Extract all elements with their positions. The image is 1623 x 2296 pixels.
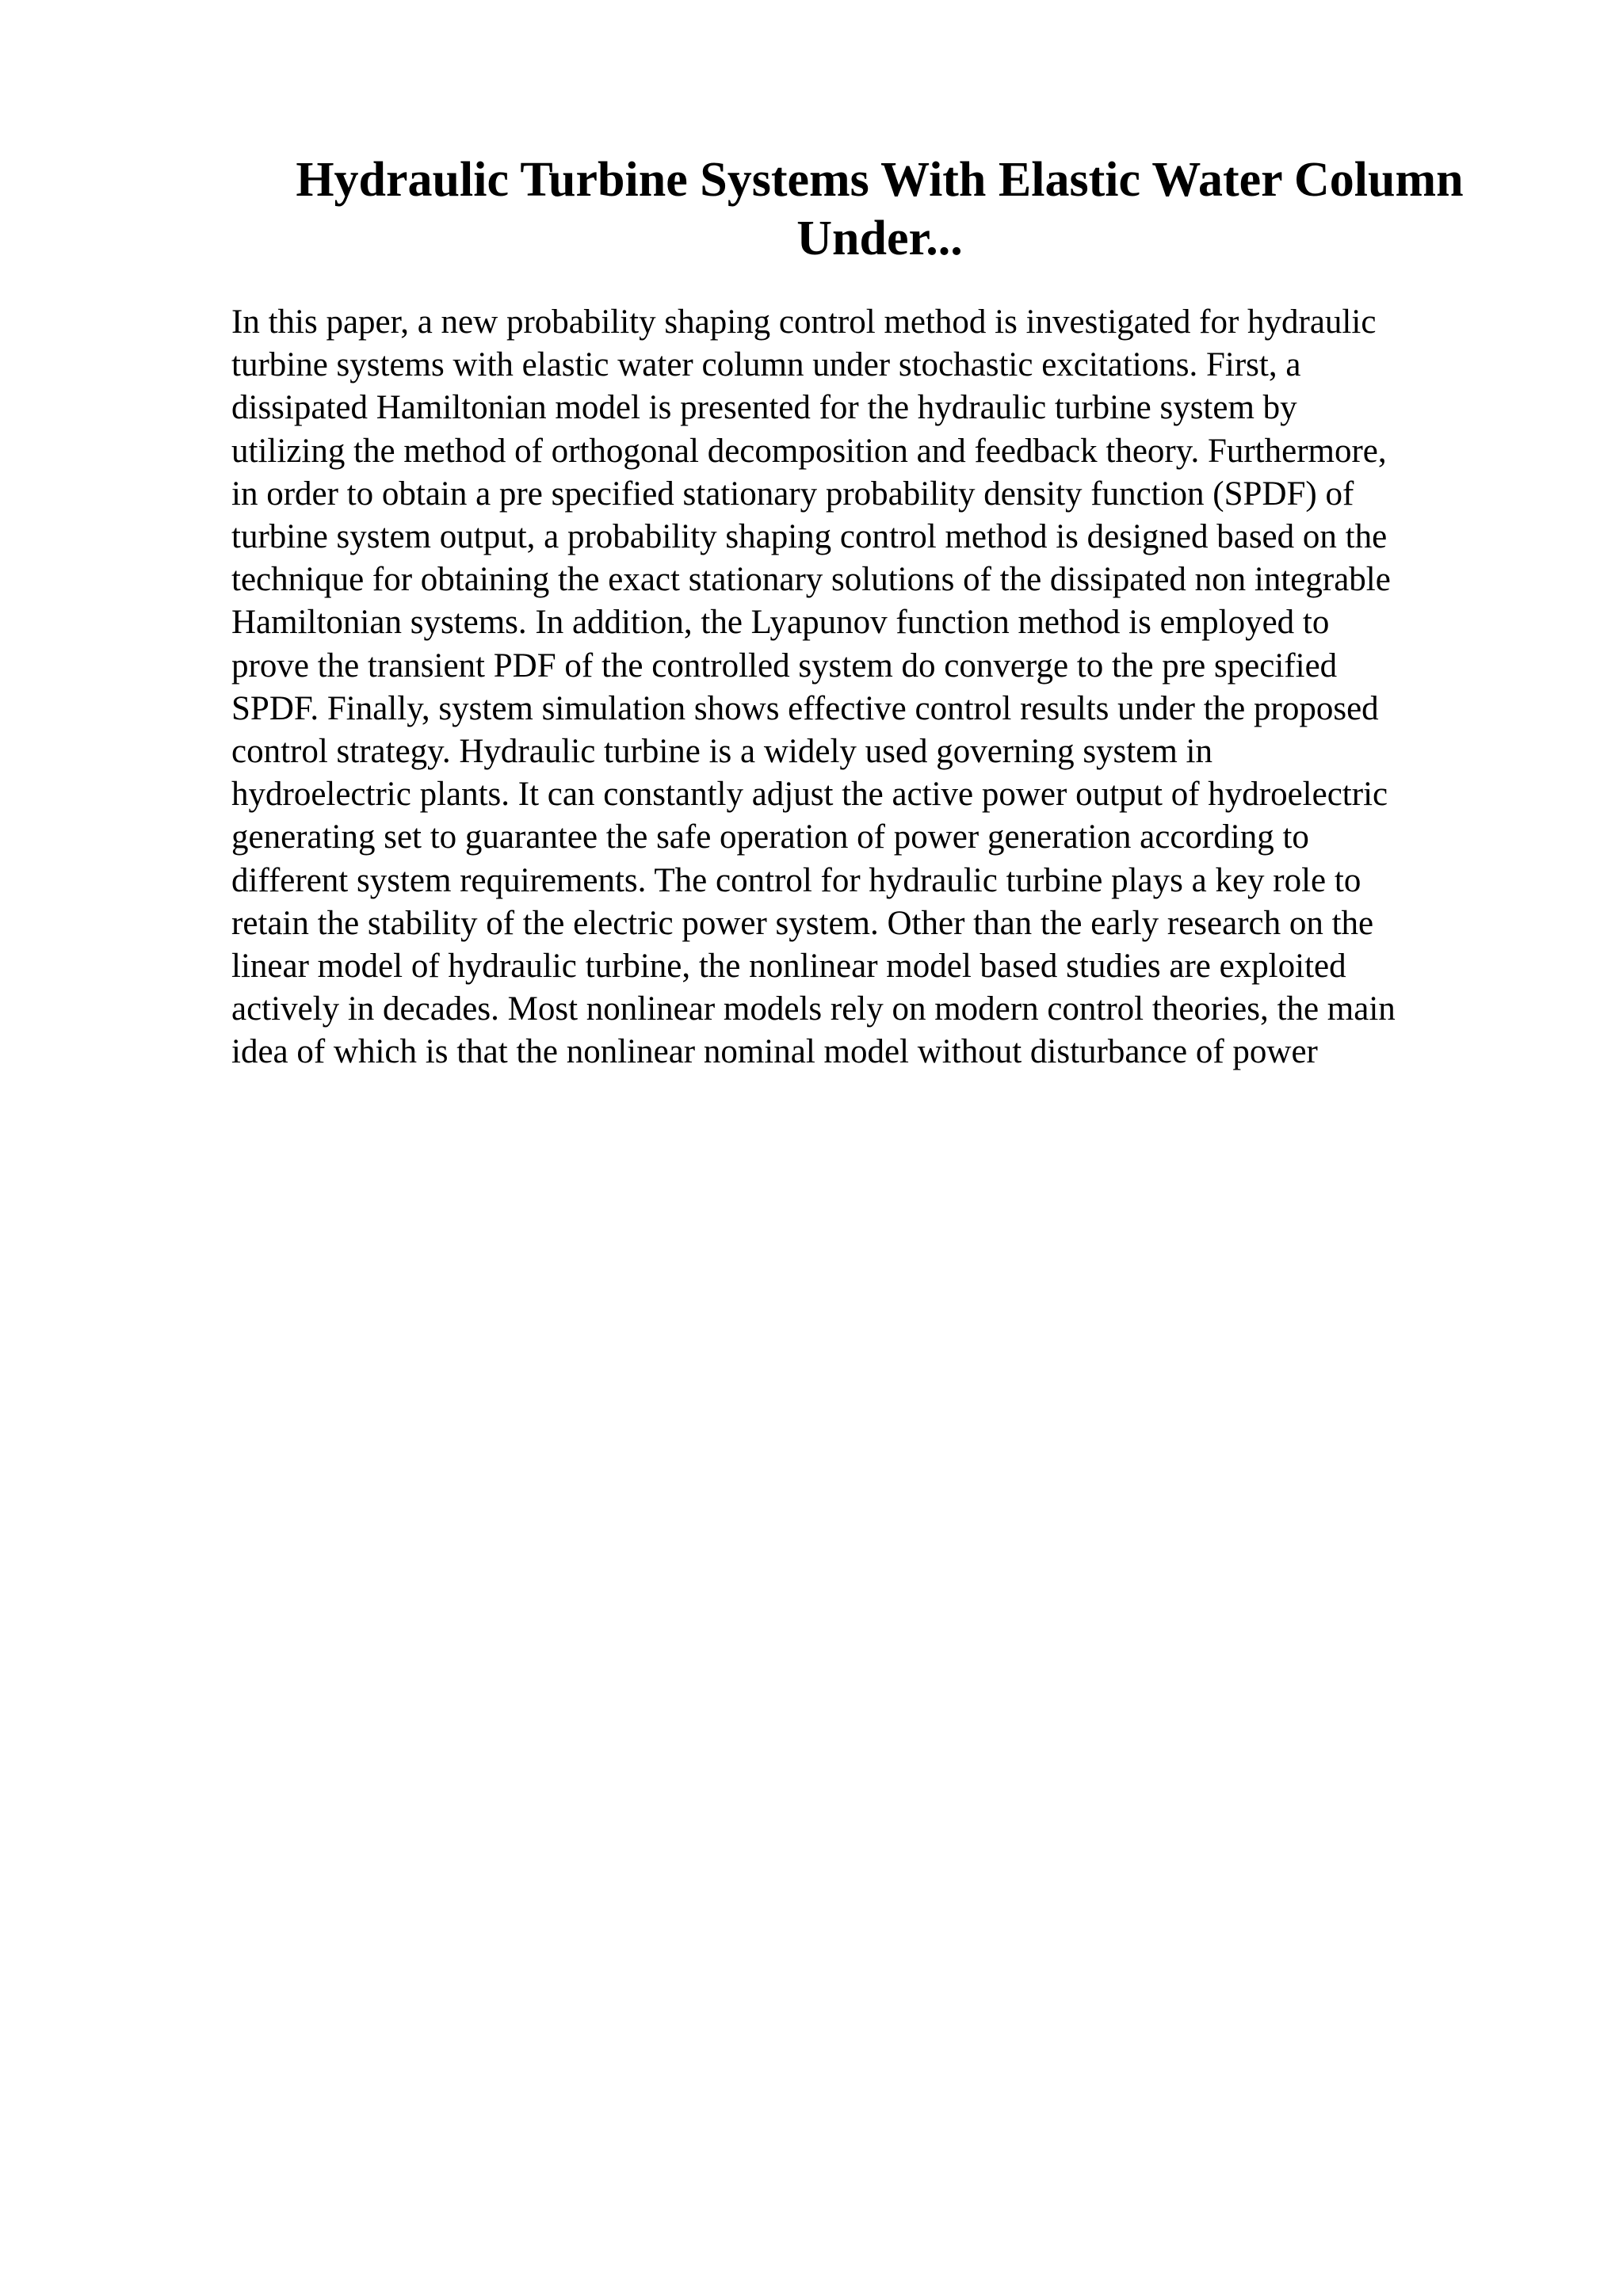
document-title — [230, 151, 1529, 268]
body-line: control strategy. Hydraulic turbine is a widely used governing system in — [231, 733, 1212, 771]
body-line: In this paper, a new probability shaping control method is investigated for hydraulic — [231, 303, 1377, 341]
body-line: utilizing the method of orthogonal decomposition and feedback theory. Furthermore, — [231, 432, 1387, 470]
body-line: turbine systems with elastic water column under stochastic excitations. First, a — [231, 346, 1301, 384]
title-line: Hydraulic Turbine Systems With Elastic Water Column — [296, 153, 1464, 207]
title-line: Under... — [796, 212, 963, 265]
body-line: Hamiltonian systems. In addition, the Lyapunov function method is employed to — [231, 604, 1330, 642]
body-line: idea of which is that the nonlinear nominal model without disturbance of power — [231, 1033, 1318, 1071]
body-line: actively in decades. Most nonlinear models rely on modern control theories, the main — [231, 990, 1396, 1028]
body-line: turbine system output, a probability shaping control method is designed based on the — [231, 518, 1388, 556]
body-line: technique for obtaining the exact stationary solutions of the dissipated non integrable — [231, 561, 1391, 599]
body-line: in order to obtain a pre specified stationary probability density function (SPDF) of — [231, 475, 1354, 513]
body-line: hydroelectric plants. It can constantly adjust the active power output of hydroelectric — [231, 776, 1388, 814]
body-line: prove the transient PDF of the controlled system do converge to the pre specified — [231, 646, 1338, 685]
body-line: linear model of hydraulic turbine, the nonlinear model based studies are exploited — [231, 948, 1346, 986]
body-line: dissipated Hamiltonian model is presented for the hydraulic turbine system by — [231, 389, 1297, 427]
document-body — [231, 301, 1531, 1074]
body-line: generating set to guarantee the safe operation of power generation according to — [231, 818, 1309, 856]
body-line: SPDF. Finally, system simulation shows effective control results under the proposed — [231, 689, 1379, 727]
body-line: different system requirements. The control for hydraulic turbine plays a key role to — [231, 861, 1361, 899]
body-line: retain the stability of the electric power system. Other than the early research on the — [231, 904, 1374, 942]
